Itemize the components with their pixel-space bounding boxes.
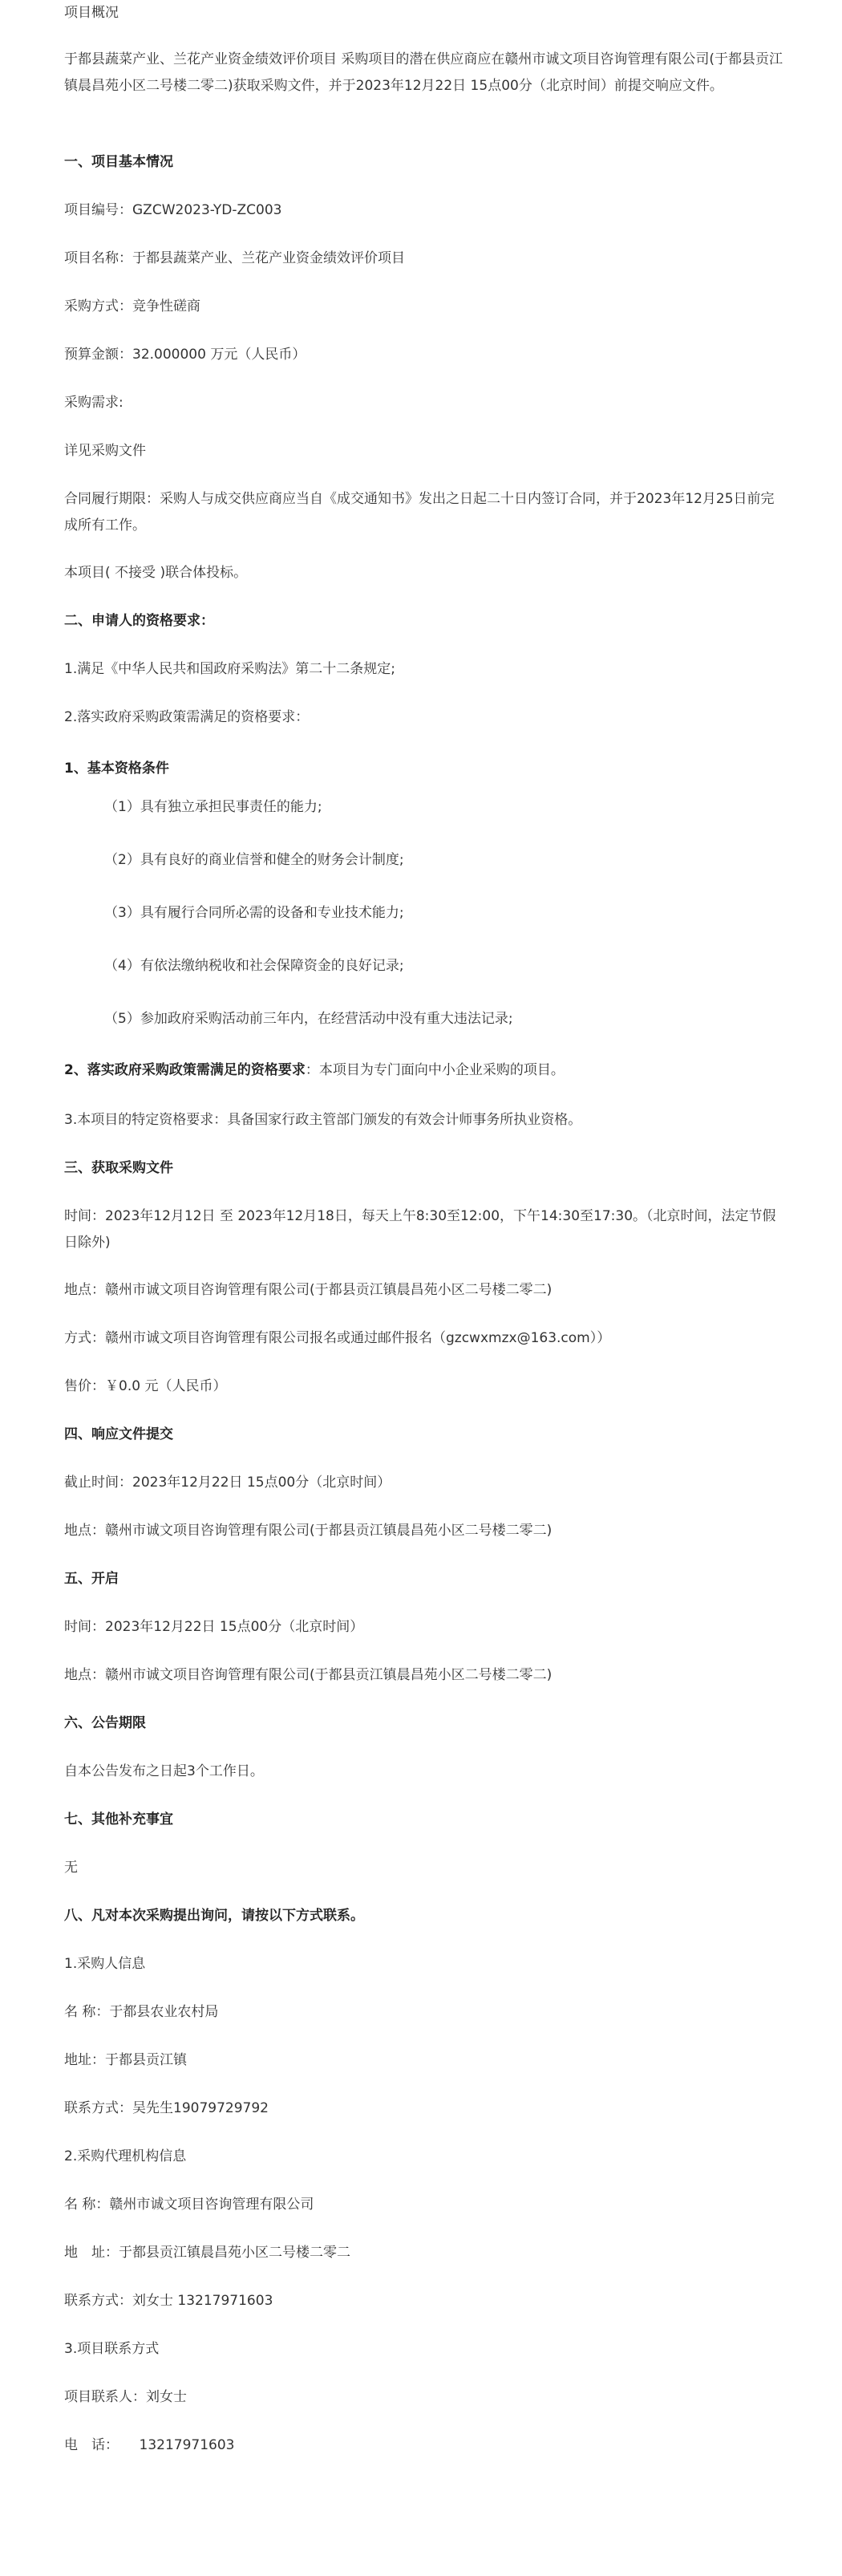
contract-period: 合同履行期限：采购人与成交供应商应当自《成交通知书》发出之日起二十日内签订合同，并于2023年12月25日前完成所有工作。 <box>64 491 775 533</box>
qualification-item-1: 1.满足《中华人民共和国政府采购法》第二十二条规定; <box>64 661 395 677</box>
submission-place: 地点：赣州市诚文项目咨询管理有限公司(于都县贡江镇晨昌苑小区二号楼二零二) <box>64 1523 553 1539</box>
opening-place: 地点：赣州市诚文项目咨询管理有限公司(于都县贡江镇晨昌苑小区二号楼二零二) <box>64 1667 553 1683</box>
notice-period: 自本公告发布之日起3个工作日。 <box>64 1763 264 1779</box>
section7-heading: 七、其他补充事宜 <box>64 1811 173 1828</box>
section2-heading: 二、申请人的资格要求： <box>64 613 214 629</box>
policy-requirement-text: ：本项目为专门面向中小企业采购的项目。 <box>305 1062 565 1078</box>
section4-heading: 四、响应文件提交 <box>64 1426 173 1442</box>
agent-address: 地 址：于都县贡江镇晨昌苑小区二号楼二零二 <box>64 2245 350 2261</box>
qualification-item-2: 2.落实政府采购政策需满足的资格要求： <box>64 709 310 725</box>
section5-heading: 五、开启 <box>64 1571 119 1587</box>
document-price: 售价：￥0.0 元（人民币） <box>64 1378 227 1394</box>
project-contact-title: 3.项目联系方式 <box>64 2341 160 2357</box>
project-contact-person: 项目联系人：刘女士 <box>64 2389 187 2405</box>
buyer-info-title: 1.采购人信息 <box>64 1956 146 1972</box>
obtain-time: 时间：2023年12月12日 至 2023年12月18日，每天上午8:30至12:00，下午14:30至17:30。（北京时间，法定节假日除外) <box>64 1208 776 1251</box>
basic-condition-2: （2）具有良好的商业信誉和健全的财务会计制度; <box>104 852 404 868</box>
project-number: 项目编号：GZCW2023-YD-ZC003 <box>64 202 282 218</box>
section3-heading: 三、获取采购文件 <box>64 1160 173 1176</box>
buyer-address: 地址：于都县贡江镇 <box>64 2052 187 2068</box>
obtain-place: 地点：赣州市诚文项目咨询管理有限公司(于都县贡江镇晨昌苑小区二号楼二零二) <box>64 1282 553 1298</box>
overview-title: 项目概况 <box>64 5 119 21</box>
agent-name: 名 称：赣州市诚文项目咨询管理有限公司 <box>64 2197 314 2213</box>
policy-requirement-label: 2、落实政府采购政策需满足的资格要求 <box>64 1062 306 1078</box>
qualification-item-3: 3.本项目的特定资格要求：具备国家行政主管部门颁发的有效会计师事务所执业资格。 <box>64 1112 582 1128</box>
section8-heading: 八、凡对本次采购提出询问，请按以下方式联系。 <box>64 1908 364 1924</box>
demand-value: 详见采购文件 <box>64 443 146 459</box>
policy-requirement <box>64 1057 786 1084</box>
budget-amount: 预算金额：32.000000 万元（人民币） <box>64 347 306 363</box>
agent-contact: 联系方式：刘女士 13217971603 <box>64 2293 273 2309</box>
project-contact-phone: 电 话： 13217971603 <box>64 2437 235 2453</box>
buyer-contact: 联系方式：吴先生19079729792 <box>64 2100 269 2116</box>
basic-condition-1: （1）具有独立承担民事责任的能力; <box>104 799 322 815</box>
project-name: 项目名称：于都县蔬菜产业、兰花产业资金绩效评价项目 <box>64 250 405 266</box>
overview-text: 于都县蔬菜产业、兰花产业资金绩效评价项目 采购项目的潜在供应商应在赣州市诚文项目咨询管理有限公司(于都县贡江镇晨昌苑小区二号楼二零二)获取采购文件，并于2023年12月22日 15点00分（北京时间）前提交响应文件。 <box>64 51 783 94</box>
buyer-name: 名 称：于都县农业农村局 <box>64 2004 219 2020</box>
section1-heading: 一、项目基本情况 <box>64 154 173 170</box>
opening-time: 时间：2023年12月22日 15点00分（北京时间） <box>64 1619 364 1635</box>
procurement-method: 采购方式：竞争性磋商 <box>64 298 200 314</box>
basic-condition-5: （5）参加政府采购活动前三年内，在经营活动中没有重大违法记录; <box>104 1011 513 1027</box>
section6-heading: 六、公告期限 <box>64 1715 146 1731</box>
consortium-note: 本项目( 不接受 )联合体投标。 <box>64 565 248 581</box>
demand-label: 采购需求: <box>64 395 123 411</box>
supplementary-text: 无 <box>64 1860 78 1876</box>
basic-condition-3: （3）具有履行合同所必需的设备和专业技术能力; <box>104 905 404 921</box>
basic-condition-4: （4）有依法缴纳税收和社会保障资金的良好记录; <box>104 958 404 974</box>
agent-info-title: 2.采购代理机构信息 <box>64 2148 187 2164</box>
submission-deadline: 截止时间：2023年12月22日 15点00分（北京时间） <box>64 1475 391 1491</box>
basic-qualification-heading: 1、基本资格条件 <box>64 761 169 777</box>
obtain-way: 方式：赣州市诚文项目咨询管理有限公司报名或通过邮件报名（gzcwxmzx@163.com）） <box>64 1330 611 1346</box>
